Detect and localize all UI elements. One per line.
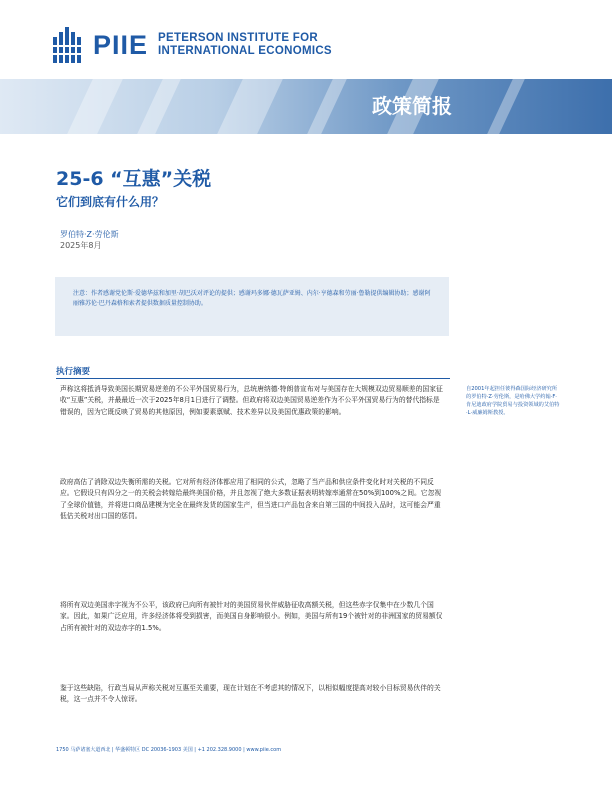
footer-contact: 1750 马萨诸塞大道西北 | 华盛顿特区 DC 20036-1903 美国 | +1 202.328.9000 | www.piie.com [56,747,282,753]
section-divider [56,378,450,379]
summary-paragraph: 声称这将抵消导致美国长期贸易逆差的不公平外国贸易行为，总统唐纳德·特朗普宣布对与美国存在大规模双边贸易顺差的国家征收“互惠”关税，并最最近一次于2025年8月1日进行了调整。但政府将双边美国贸易逆差作为不公平外国贸易行为的替代指标是错误的，因为它既反映了贸易的其他原因，例如要素禀赋、技术差异以及美国优惠政策的影响。 [60,385,443,416]
publication-date: 2025年8月 [60,241,102,250]
note-text: 注意：作者感谢党伦斯·爱德华兹和加里·胡巴沃对评论的提供；感谢玛多娜·德瓦萨亚姆、内尔·亨德森和劳丽·鲁勒提供编辑协助；感谢阿丽雅苏伦·巴丹森格和索者提供数据质量控制协助。 [73,290,431,307]
summary-paragraph: 将所有双边美国赤字视为不公平，该政府已向所有被针对的美国贸易伙伴威胁征收高额关税，但这些赤字仅集中在少数几个国家。因此，如果广泛应用，许多经济体将受到损害，而美国自身影响很小。例如，美国与所有19个被针对的非洲国家的贸易额仅占所有被针对的双边赤字的1.5%。 [60,601,443,632]
author-bio: 自2001年起担任彼得森国际经济研究所的罗伯特·Z·劳伦斯，是哈佛大学约翰·F·肯尼迪政府学院贸易与投资领域的艾伯特·L·威廉姆斯教授。 [466,386,560,417]
banner-title: 政策简报 [372,94,452,118]
page-title: 25-6 “互惠”关税 [56,168,212,190]
piie-logo[interactable] [53,27,332,63]
logo-wordmark: PIIE [93,29,149,60]
summary-paragraph: 政府高估了消除双边失衡所需的关税。它对所有经济体都应用了相同的公式，忽略了当产品和供应条件变化时对关税的不同反应。它假设只有四分之一的关税会转嫁给最终美国价格，并且忽视了绝大多数证据表明转嫁率通常在50%到100%之间。它忽视了全球价值链，并将进口商品建模为完全在最终发货的国家生产，但当进口产品包含来自第三国的中间投入品时，这可能会严重低估关税对出口国的惩罚。 [60,478,442,521]
page-subtitle: 它们到底有什么用？ [56,195,165,209]
acknowledgement-note [55,277,449,336]
author-name[interactable]: 罗伯特·Z·劳伦斯 [60,230,119,239]
building-columns-icon [53,27,87,63]
section-heading: 执行摘要 [56,367,91,377]
summary-paragraph: 鉴于这些缺陷，行政当局从声称关税对互惠至关重要，现在计划在不考虑其的情况下，以相似幅度提高对较小目标贸易伙伴的关税，这一点并不令人惊讶。 [60,684,441,704]
logo-fullname: PETERSON INSTITUTE FOR INTERNATIONAL ECONOMICS [158,32,332,57]
header-banner [0,79,612,134]
